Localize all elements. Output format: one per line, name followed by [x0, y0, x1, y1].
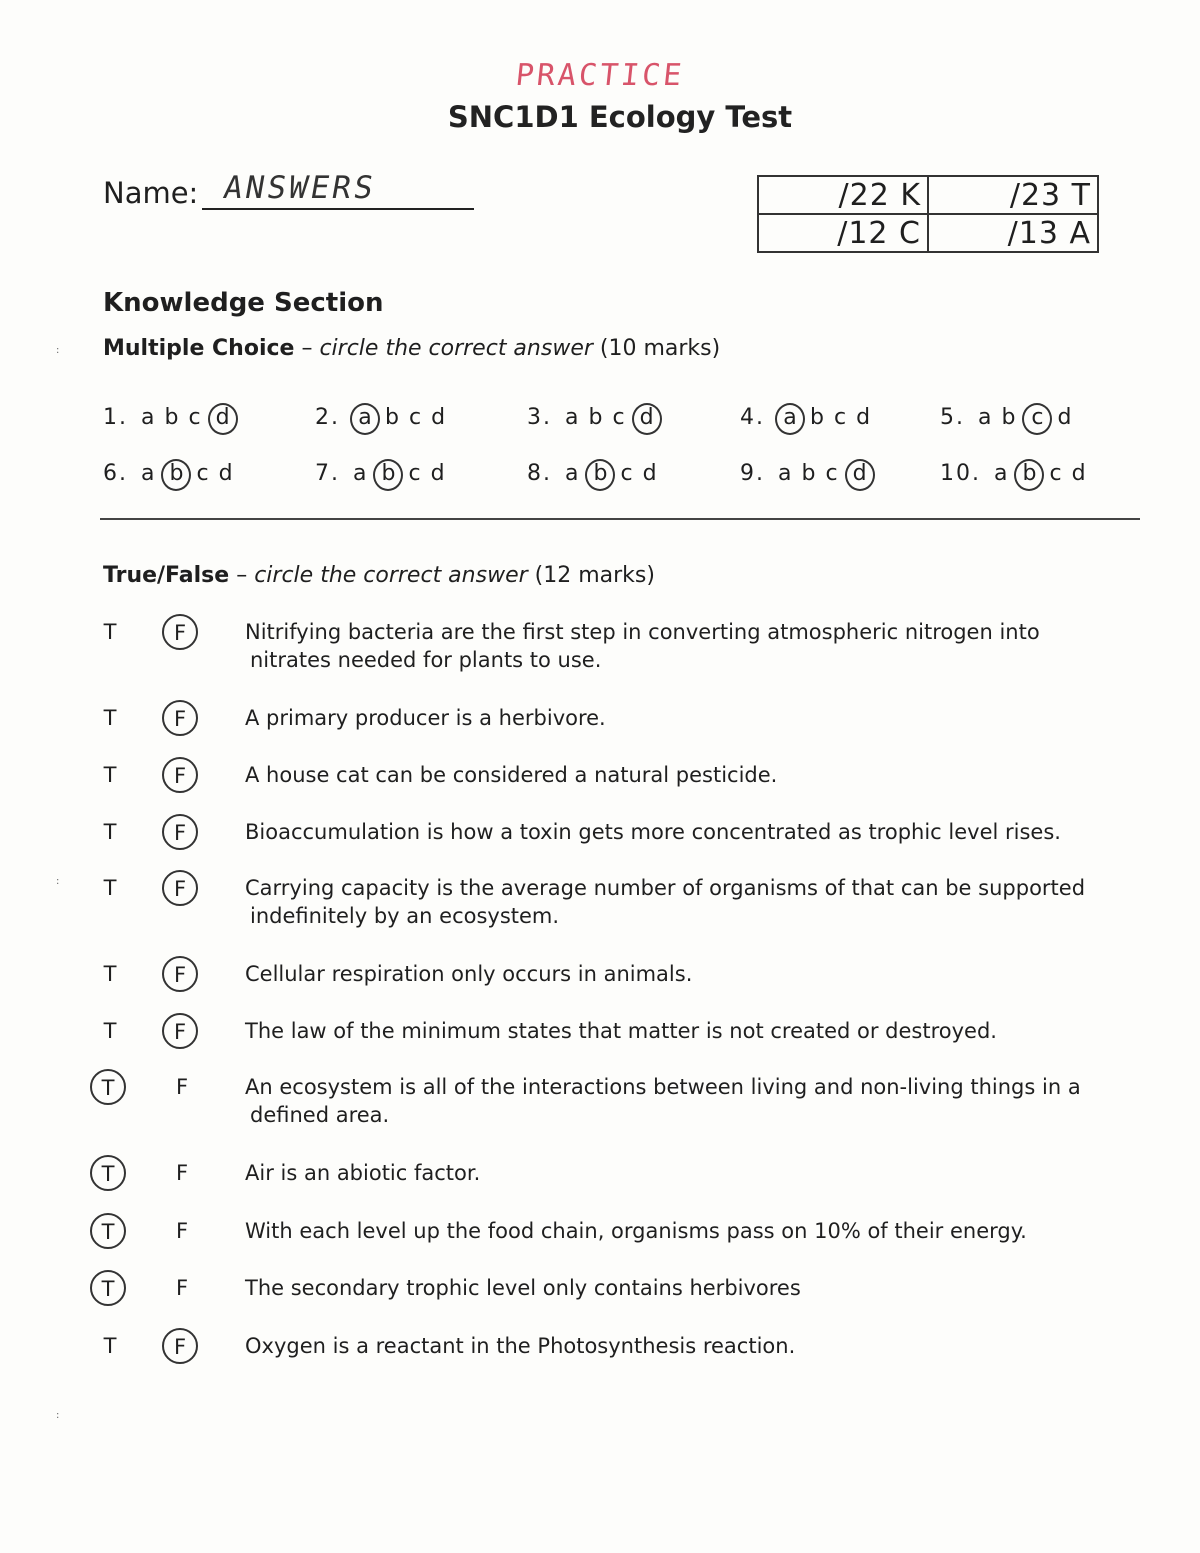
mc-option[interactable]: c	[408, 405, 424, 430]
tf-true-option[interactable]: T	[103, 1019, 117, 1043]
scan-mark: :	[56, 876, 60, 887]
mc-question-5	[940, 403, 1077, 435]
tf-false-option-circled[interactable]: F	[162, 614, 198, 650]
tf-statement	[245, 1159, 1095, 1187]
marks-table	[757, 175, 1099, 253]
mc-option[interactable]: c	[1049, 461, 1064, 486]
mc-option-circled[interactable]: a	[350, 403, 380, 435]
tf-statement-line: With each level up the food chain, organisms pass on 10% of their energy.	[245, 1219, 1027, 1243]
mc-option[interactable]: c	[833, 405, 849, 430]
mc-option[interactable]: a	[141, 405, 157, 430]
practice-handwritten-mark: PRACTICE	[513, 58, 687, 93]
knowledge-section-title: Knowledge Section	[103, 288, 384, 318]
tf-statement-line: Carrying capacity is the average number of organisms of that can be supported	[245, 876, 1086, 900]
tf-statement	[245, 960, 1095, 988]
tf-true-option[interactable]: T	[103, 706, 117, 730]
tf-true-option[interactable]: T	[103, 820, 117, 844]
tf-false-option-circled[interactable]: F	[162, 870, 198, 906]
mc-question-number: 10.	[940, 461, 981, 486]
mc-question-number: 7.	[315, 461, 340, 486]
tf-false-option-circled[interactable]: F	[162, 700, 198, 736]
tf-true-option[interactable]: T	[103, 620, 117, 644]
mc-question-8	[527, 459, 663, 491]
mc-option[interactable]: a	[565, 405, 581, 430]
mc-option[interactable]: c	[612, 405, 627, 430]
marks-application-cell: /13 A	[928, 214, 1098, 252]
mc-question-number: 1.	[103, 405, 128, 430]
page-title: SNC1D1 Ecology Test	[447, 100, 793, 134]
tf-statement	[245, 1017, 1095, 1045]
tf-statement-line: Nitrifying bacteria are the first step in converting atmospheric nitrogen into	[245, 620, 1040, 644]
mc-option[interactable]: b	[588, 405, 605, 430]
mc-question-3	[527, 403, 663, 435]
mc-option[interactable]: b	[810, 405, 826, 430]
mc-option-circled[interactable]: d	[208, 403, 238, 435]
tf-statement-line: Cellular respiration only occurs in animals.	[245, 962, 693, 986]
mc-option[interactable]: d	[1057, 405, 1074, 430]
section-divider	[100, 518, 1140, 520]
mc-question-number: 8.	[527, 461, 552, 486]
tf-false-option-circled[interactable]: F	[162, 1013, 198, 1049]
tf-statement	[245, 1073, 1095, 1129]
mc-question-2	[315, 403, 451, 435]
tf-false-option[interactable]: F	[175, 1219, 189, 1243]
tf-statement	[245, 1332, 1095, 1360]
mc-question-number: 2.	[315, 405, 340, 430]
mc-option-circled[interactable]: b	[161, 459, 191, 491]
mc-option[interactable]: d	[856, 405, 873, 430]
tf-statement	[245, 704, 1095, 732]
mc-question-number: 5.	[940, 405, 965, 430]
scan-mark: :	[56, 1410, 60, 1421]
mc-heading-instruction: circle the correct answer	[319, 336, 593, 361]
mc-option[interactable]: b	[164, 405, 181, 430]
mc-question-10	[940, 459, 1092, 491]
mc-question-1	[103, 403, 239, 435]
mc-option[interactable]: c	[196, 461, 211, 486]
tf-heading	[103, 563, 655, 588]
mc-question-7	[315, 459, 451, 491]
name-label: Name:	[103, 176, 199, 210]
tf-statement	[245, 618, 1095, 674]
tf-statement	[245, 1274, 1095, 1302]
tf-heading-dash: –	[229, 563, 255, 588]
tf-statement-line: A primary producer is a herbivore.	[245, 706, 606, 730]
tf-true-option-circled[interactable]: T	[90, 1213, 126, 1249]
mc-heading-dash: –	[294, 336, 320, 361]
mc-option[interactable]: d	[430, 461, 447, 486]
mc-option[interactable]: a	[141, 461, 157, 486]
mc-option-circled[interactable]: c	[1022, 403, 1052, 435]
tf-true-option[interactable]: T	[103, 1334, 117, 1358]
tf-statement-line: defined area.	[250, 1103, 390, 1127]
mc-option[interactable]: a	[565, 461, 581, 486]
marks-communication-cell: /12 C	[758, 214, 928, 252]
tf-true-option-circled[interactable]: T	[90, 1270, 126, 1306]
mc-option[interactable]: c	[188, 405, 203, 430]
mc-option[interactable]: c	[825, 461, 840, 486]
mc-option[interactable]: a	[353, 461, 369, 486]
mc-option[interactable]: a	[778, 461, 794, 486]
mc-option-circled[interactable]: b	[585, 459, 615, 491]
mc-option[interactable]: a	[978, 405, 994, 430]
mc-option[interactable]: d	[431, 405, 448, 430]
tf-statement-line: Bioaccumulation is how a toxin gets more concentrated as trophic level rises.	[245, 820, 1061, 844]
mc-question-6	[103, 459, 239, 491]
mc-question-number: 4.	[740, 405, 765, 430]
tf-heading-bold: True/False	[103, 563, 230, 588]
name-field	[103, 172, 474, 210]
tf-statement-line: The secondary trophic level only contains herbivores	[245, 1276, 801, 1300]
marks-thinking-cell: /23 T	[928, 176, 1098, 214]
marks-row	[758, 176, 1098, 214]
tf-true-option[interactable]: T	[103, 876, 117, 900]
mc-heading	[103, 336, 720, 361]
tf-false-option-circled[interactable]: F	[162, 956, 198, 992]
mc-option[interactable]: b	[1001, 405, 1018, 430]
mc-question-9	[740, 459, 876, 491]
tf-statement-line: A house cat can be considered a natural pesticide.	[245, 763, 778, 787]
tf-statement-line: nitrates needed for plants to use.	[250, 648, 602, 672]
tf-true-option[interactable]: T	[103, 962, 117, 986]
marks-row	[758, 214, 1098, 252]
mc-option-circled[interactable]: a	[775, 403, 805, 435]
mc-option[interactable]: b	[385, 405, 401, 430]
tf-statement	[245, 761, 1095, 789]
tf-statement-line: Oxygen is a reactant in the Photosynthesis reaction.	[245, 1334, 796, 1358]
tf-true-option-circled[interactable]: T	[90, 1155, 126, 1191]
tf-statement	[245, 818, 1095, 846]
tf-true-option-circled[interactable]: T	[90, 1069, 126, 1105]
tf-false-option-circled[interactable]: F	[162, 1328, 198, 1364]
tf-statement-line: indefinitely by an ecosystem.	[250, 904, 560, 928]
tf-statement-line: An ecosystem is all of the interactions between living and non-living things in a	[245, 1075, 1081, 1099]
name-line	[202, 172, 474, 210]
mc-question-number: 3.	[527, 405, 552, 430]
tf-statement-line: Air is an abiotic factor.	[245, 1161, 481, 1185]
tf-true-option[interactable]: T	[103, 763, 117, 787]
tf-false-option-circled[interactable]: F	[162, 757, 198, 793]
mc-option[interactable]: c	[620, 461, 635, 486]
mc-option-circled[interactable]: b	[373, 459, 403, 491]
mc-option[interactable]: d	[1071, 461, 1088, 486]
mc-option[interactable]: d	[642, 461, 659, 486]
tf-heading-instruction: circle the correct answer	[254, 563, 528, 588]
tf-false-option[interactable]: F	[175, 1075, 189, 1099]
tf-statement	[245, 874, 1095, 930]
mc-option[interactable]: a	[994, 461, 1010, 486]
tf-false-option-circled[interactable]: F	[162, 814, 198, 850]
mc-option-circled[interactable]: b	[1014, 459, 1044, 491]
tf-false-option[interactable]: F	[175, 1161, 189, 1185]
mc-option-circled[interactable]: d	[845, 459, 875, 491]
mc-question-number: 9.	[740, 461, 765, 486]
mc-option[interactable]: c	[408, 461, 423, 486]
scan-mark: :	[56, 345, 60, 356]
tf-heading-marks: (12 marks)	[534, 563, 655, 588]
marks-knowledge-cell: /22 K	[758, 176, 928, 214]
name-handwritten-value: ANSWERS	[221, 170, 380, 206]
mc-question-number: 6.	[103, 461, 128, 486]
mc-heading-bold: Multiple Choice	[103, 336, 295, 361]
mc-option-circled[interactable]: d	[632, 403, 662, 435]
mc-question-4	[740, 403, 876, 435]
mc-option[interactable]: d	[218, 461, 235, 486]
mc-option[interactable]: b	[801, 461, 818, 486]
tf-statement	[245, 1217, 1095, 1245]
tf-statement-line: The law of the minimum states that matter is not created or destroyed.	[245, 1019, 997, 1043]
mc-heading-marks: (10 marks)	[599, 336, 721, 361]
tf-false-option[interactable]: F	[175, 1276, 189, 1300]
